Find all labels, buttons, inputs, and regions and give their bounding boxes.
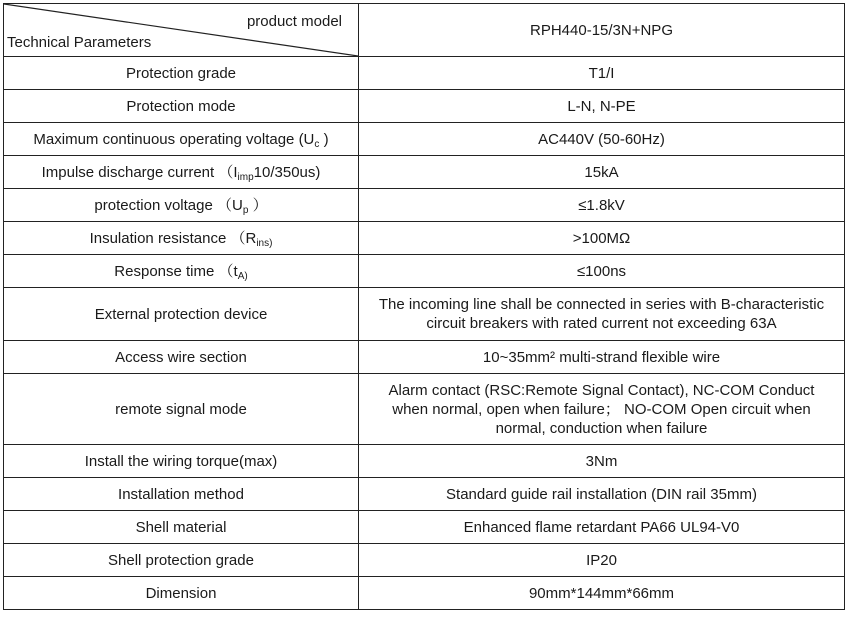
param-label: Installation method	[4, 478, 359, 511]
param-label: Impulse discharge current $(I_{imp}10/350us)$	[4, 156, 359, 189]
param-label: Install the wiring torque(max)	[4, 445, 359, 478]
param-label: Shell material	[4, 511, 359, 544]
param-label: Shell protection grade	[4, 544, 359, 577]
table-row	[4, 341, 845, 374]
param-value: 3Nm	[359, 445, 845, 478]
param-value: ≤1.8kV	[359, 189, 845, 222]
param-value: L-N, N-PE	[359, 90, 845, 123]
param-label: Insulation resistance （$R_{ins)}$	[4, 222, 359, 255]
param-label: Response time （$t_{A)}$	[4, 255, 359, 288]
param-value: 10~35mm² multi-strand flexible wire	[359, 341, 845, 374]
table-row	[4, 544, 845, 577]
param-value: 90mm*144mm*66mm	[359, 577, 845, 610]
param-label: remote signal mode	[4, 374, 359, 445]
param-label: External protection device	[4, 288, 359, 341]
param-label: Dimension	[4, 577, 359, 610]
table-row	[4, 511, 845, 544]
table-row	[4, 222, 845, 255]
table-row	[4, 189, 845, 222]
param-value: Standard guide rail installation (DIN rail 35mm)	[359, 478, 845, 511]
param-value: AC440V (50-60Hz)	[359, 123, 845, 156]
param-label: Access wire section	[4, 341, 359, 374]
table-row	[4, 374, 845, 445]
param-value: T1/I	[359, 57, 845, 90]
table-row	[4, 90, 845, 123]
param-value: Alarm contact (RSC:Remote Signal Contact), NC-COM Conduct when normal, open when failure； NO-COM Open circuit when normal, conduction when failure	[359, 374, 845, 445]
product-model-label: product model	[246, 13, 342, 30]
table-row	[4, 57, 845, 90]
param-value: ≤100ns	[359, 255, 845, 288]
param-value: The incoming line shall be connected in series with B-characteristic circuit breakers with rated current not exceeding 63A	[359, 288, 845, 341]
table-row	[4, 445, 845, 478]
table-row	[4, 478, 845, 511]
technical-parameters-label: Technical Parameters	[7, 34, 152, 51]
table-row	[4, 577, 845, 610]
table-row	[4, 288, 845, 341]
model-value: RPH440-15/3N+NPG	[359, 4, 845, 57]
diagonal-header-cell	[4, 4, 359, 57]
table-row	[4, 156, 845, 189]
param-value: 15kA	[359, 156, 845, 189]
table-row	[4, 123, 845, 156]
table-row	[4, 255, 845, 288]
technical-parameters-table	[3, 3, 845, 610]
param-label: Protection mode	[4, 90, 359, 123]
param-value: >100MΩ	[359, 222, 845, 255]
param-value: IP20	[359, 544, 845, 577]
param-value: Enhanced flame retardant PA66 UL94-V0	[359, 511, 845, 544]
param-label: Protection grade	[4, 57, 359, 90]
table-header-row	[4, 4, 845, 57]
param-label: protection voltage （$U_p$ ）	[4, 189, 359, 222]
param-label: Maximum continuous operating voltage ($U_c$ )	[4, 123, 359, 156]
